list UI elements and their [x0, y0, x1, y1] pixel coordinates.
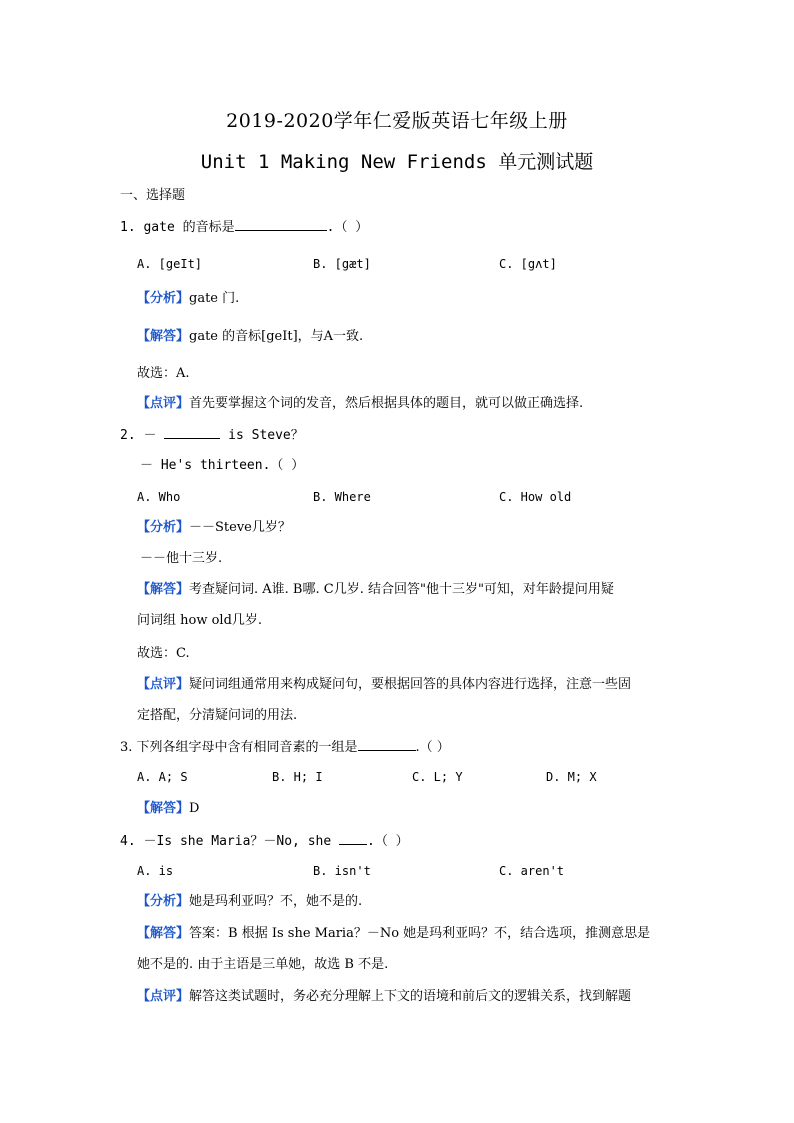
document-subtitle: Unit 1 Making New Friends 单元测试题: [200, 151, 594, 173]
question-2-answer: [137, 581, 614, 599]
question-4-option-b: B. isn't: [313, 864, 371, 878]
comment-text: 解答这类试题时，务必充分理解上下文的语境和前后文的逻辑关系，找到解题: [189, 989, 632, 1004]
question-4-comment: [137, 988, 631, 1006]
question-4-text: 4. －Is she Maria？－No, she: [120, 834, 332, 849]
analysis-tag: 【分析】: [137, 520, 190, 535]
question-4-analysis: [137, 893, 362, 911]
question-3-paren: .（ ）: [415, 740, 450, 755]
question-1-comment: [137, 395, 583, 413]
answer-blank: [358, 738, 416, 751]
question-2-option-a: A. Who: [137, 490, 181, 504]
question-3-answer: [137, 800, 199, 818]
answer-text: 答案：B 根据 Is she Maria？－No 她是玛利亚吗？不，结合选项，推测意思是: [189, 926, 651, 941]
question-3-option-b: B. H; I: [272, 770, 323, 784]
answer-tag: 【解答】: [137, 926, 190, 941]
analysis-text: gate 门.: [189, 291, 240, 306]
question-1-answer: [137, 328, 363, 346]
comment-tag: 【点评】: [137, 989, 190, 1004]
question-4-option-a: A. is: [137, 864, 174, 878]
answer-tag: 【解答】: [137, 582, 190, 597]
analysis-text: 她是玛利亚吗？不，她不是的.: [189, 894, 363, 909]
question-2-text-tail: is Steve？: [228, 428, 304, 443]
question-3-option-d: D. M; X: [546, 770, 597, 784]
comment-text: 疑问词组通常用来构成疑问句，要根据回答的具体内容进行选择，注意一些固: [189, 677, 632, 692]
question-4-stem: [120, 832, 409, 851]
question-4-paren: .（ ）: [367, 834, 409, 849]
answer-blank: [235, 218, 327, 231]
question-3-option-a: A. A; S: [137, 770, 188, 784]
answer-blank: [339, 832, 367, 845]
question-2-choice: 故选：C.: [137, 646, 190, 661]
analysis-tag: 【分析】: [137, 291, 190, 306]
analysis-text: －－Steve几岁？: [189, 520, 291, 535]
question-4-answer-line2: 她不是的. 由于主语是三单她，故选 B 不是.: [137, 957, 389, 972]
question-3-option-c: C. L; Y: [412, 770, 463, 784]
question-2-stem: [120, 426, 304, 445]
comment-tag: 【点评】: [137, 677, 190, 692]
question-2-analysis-line2: －－他十三岁.: [140, 551, 223, 566]
question-2-answer-line2: 问词组 how old几岁.: [137, 613, 263, 628]
answer-tag: 【解答】: [137, 801, 190, 816]
question-1-stem: [120, 218, 368, 237]
question-2-option-b: B. Where: [313, 490, 371, 504]
question-3-text: 3. 下列各组字母中含有相同音素的一组是: [120, 740, 358, 755]
question-1-choice: 故选：A.: [137, 366, 190, 381]
question-1-paren: .（ ）: [326, 220, 369, 235]
question-1-analysis: [137, 290, 239, 308]
question-2-comment-line2: 定搭配，分清疑问词的用法.: [137, 708, 298, 723]
answer-text: gate 的音标[geIt]，与A一致.: [189, 329, 364, 344]
comment-tag: 【点评】: [137, 396, 190, 411]
answer-text: D: [189, 801, 200, 816]
analysis-tag: 【分析】: [137, 894, 190, 909]
question-2-reply: － He's thirteen.（ ）: [140, 458, 305, 473]
question-1-option-c: C. [gʌt]: [499, 257, 557, 271]
question-4-option-c: C. aren't: [499, 864, 565, 878]
question-2-analysis: [137, 519, 291, 537]
question-1-option-a: A. [geIt]: [137, 257, 203, 271]
question-1-option-b: B. [gæt]: [313, 257, 371, 271]
question-2-comment: [137, 676, 631, 694]
answer-tag: 【解答】: [137, 329, 190, 344]
question-4-answer: [137, 925, 650, 943]
answer-text: 考查疑问词. A谁. B哪. C几岁. 结合回答"他十三岁"可知，对年龄提问用疑: [189, 582, 614, 597]
question-2-option-c: C. How old: [499, 490, 572, 504]
section-heading: 一、选择题: [120, 188, 186, 203]
question-2-text: 2. －: [120, 428, 157, 443]
question-1-text: 1. gate 的音标是: [120, 220, 235, 235]
question-3-stem: [120, 738, 450, 757]
comment-text: 首先要掌握这个词的发音，然后根据具体的题目，就可以做正确选择.: [189, 396, 584, 411]
answer-blank: [164, 426, 220, 439]
document-title: 2019-2020学年仁爱版英语七年级上册: [226, 110, 568, 132]
